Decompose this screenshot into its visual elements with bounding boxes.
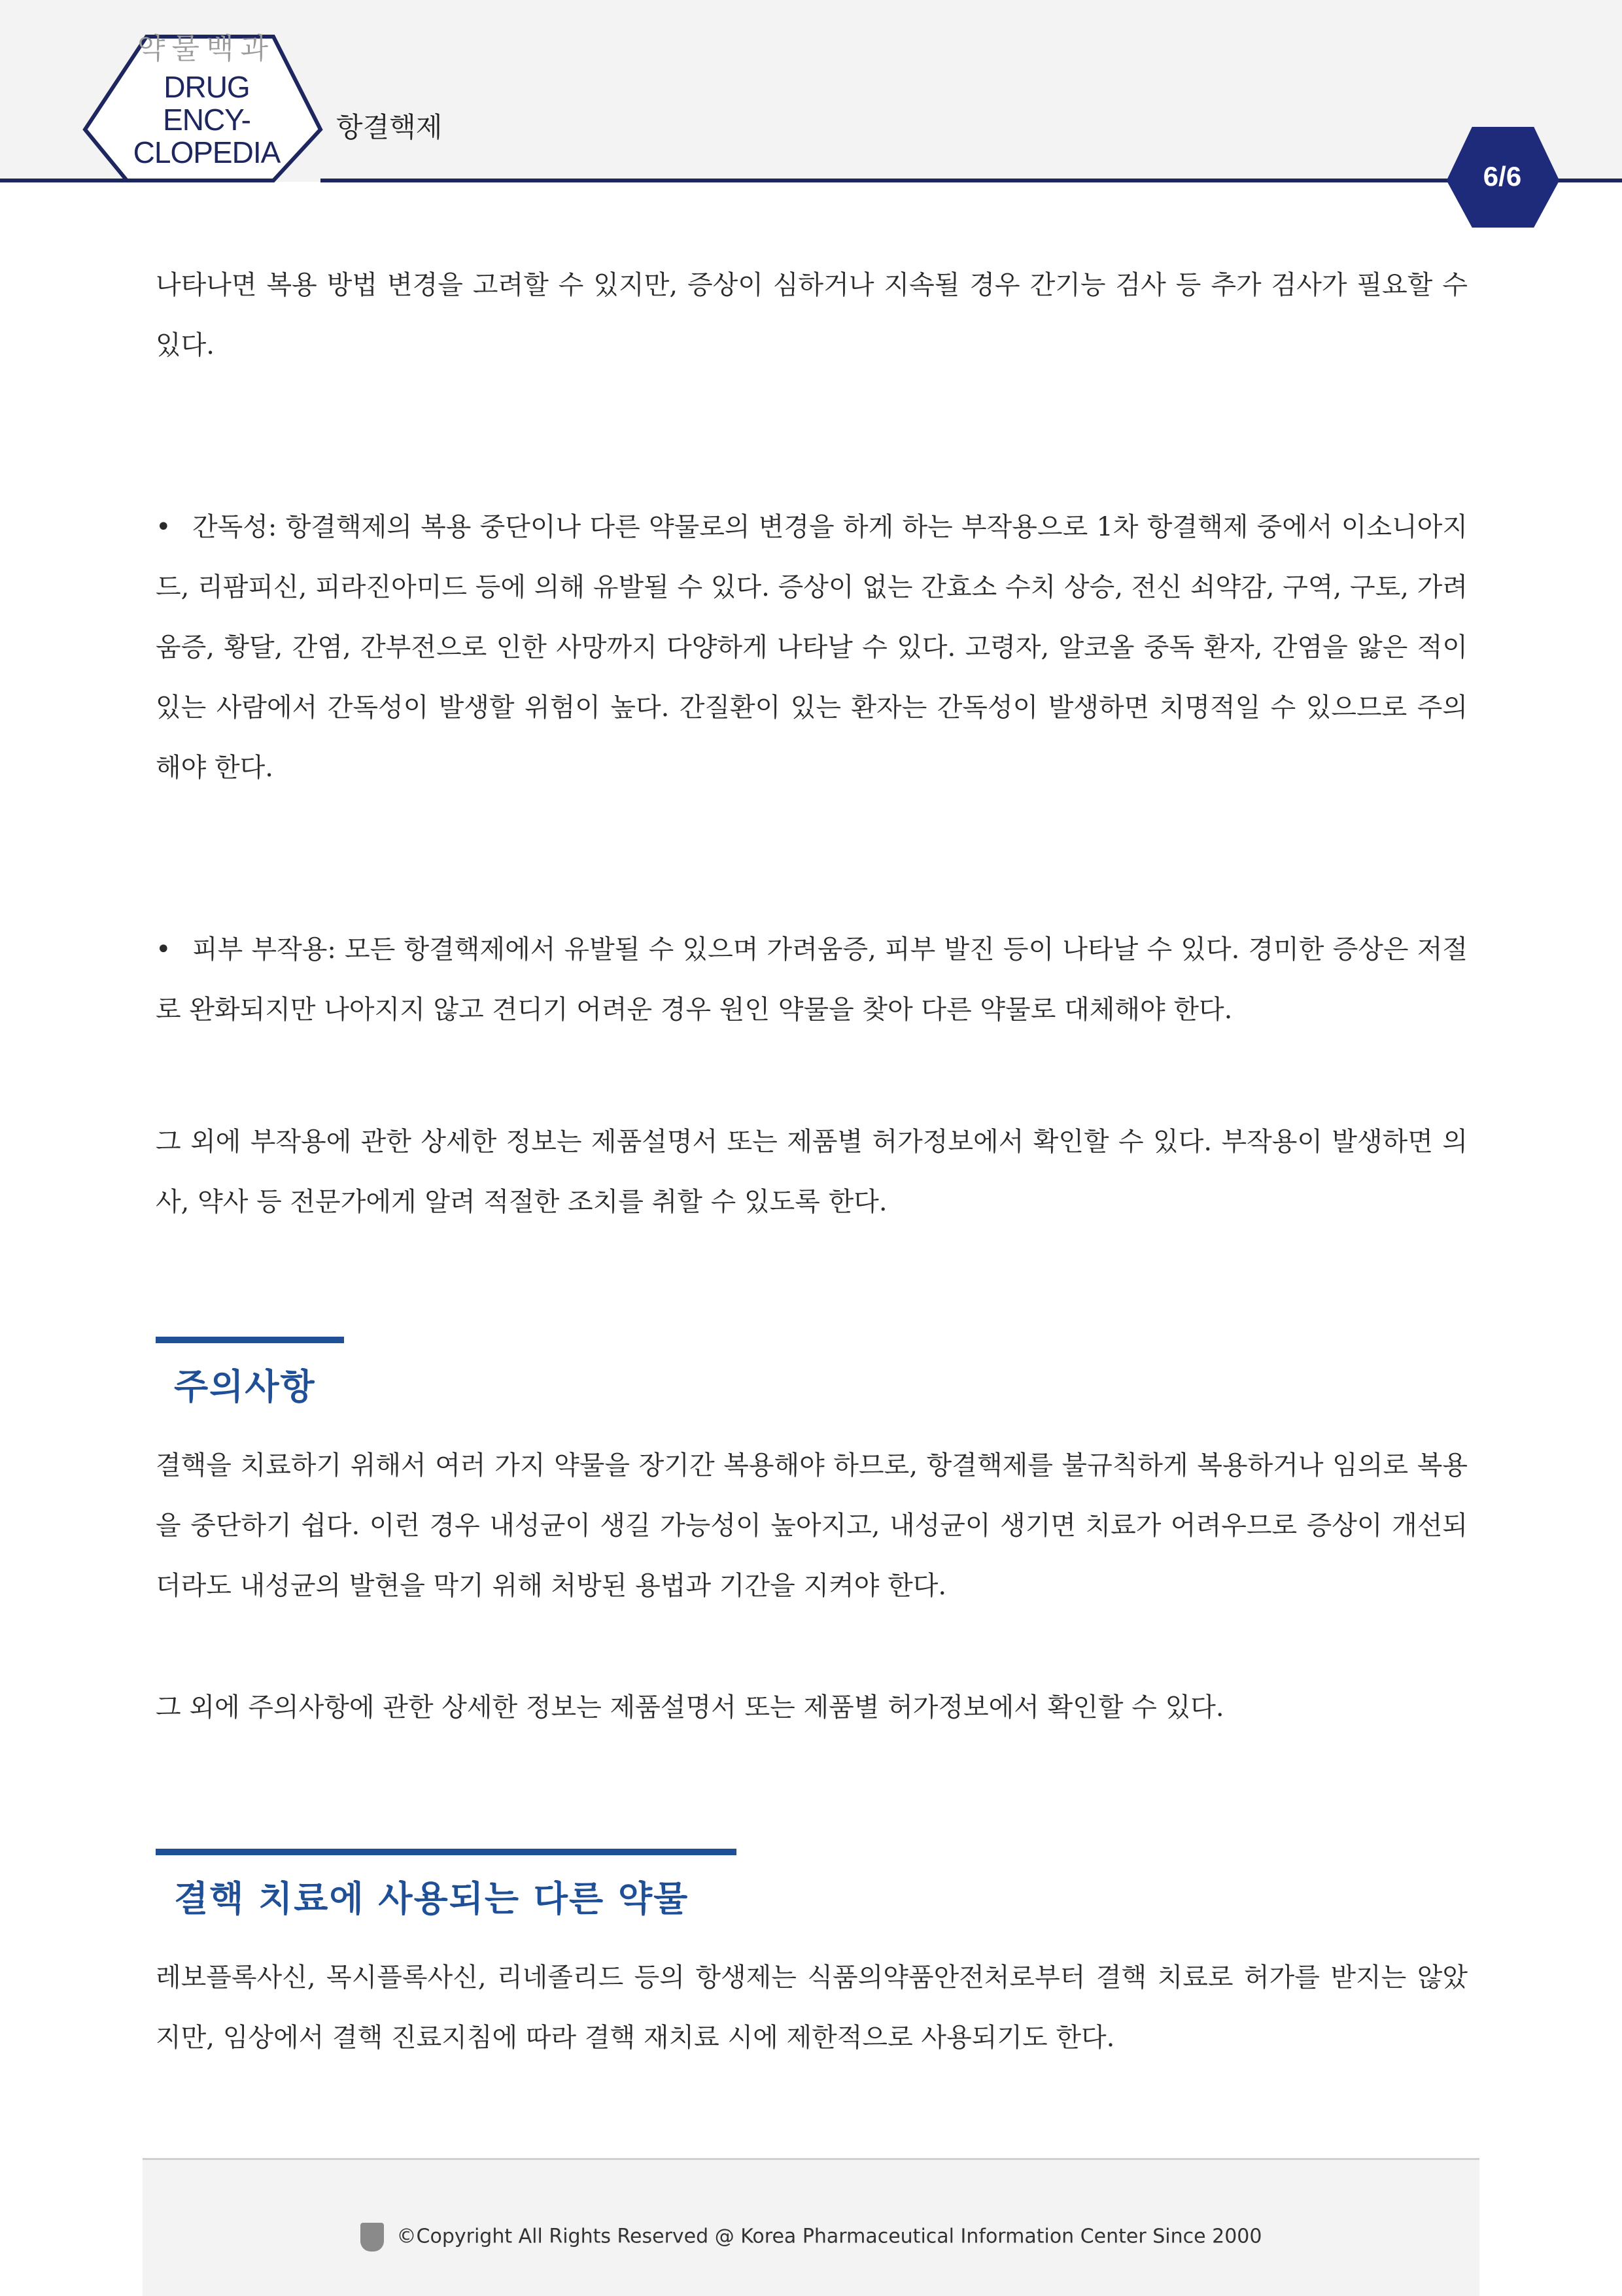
paragraph: 레보플록사신, 목시플록사신, 리네졸리드 등의 항생제는 식품의약품안전처로부터 결핵 치료로 허가를 받지는 않았지만, 임상에서 결핵 진료지침에 따라 결핵 재치료 시에 제한적으로 사용되기도 한다.: [156, 1962, 1468, 2053]
header-title: 항결핵제: [336, 111, 443, 143]
logo-english: [128, 71, 285, 169]
paragraph: 그 외에 부작용에 관한 상세한 정보는 제품설명서 또는 제품별 허가정보에서 확인할 수 있다. 부작용이 발생하면 의사, 약사 등 전문가에게 알려 적절한 조치를 취할 수 있도록 한다.: [156, 1127, 1468, 1217]
shield-logo-icon: [360, 2223, 384, 2252]
bullet-icon: •: [156, 934, 171, 965]
logo-korean: 약물백과: [137, 32, 275, 65]
section-bar: [156, 1849, 736, 1855]
copyright-text: ©Copyright All Rights Reserved @ Korea Pharmaceutical Information Center Since 2000: [396, 2225, 1262, 2248]
bullet-item: [156, 919, 1468, 1040]
logo-english-line1: DRUG ENCY-: [163, 70, 250, 137]
section-header: [156, 1849, 1468, 1921]
paragraph: 결핵을 치료하기 위해서 여러 가지 약물을 장기간 복용해야 하므로, 항결핵제를 불규칙하게 복용하거나 임의로 복용을 중단하기 쉽다. 이런 경우 내성균이 생길 가능성이 높아지고, 내성균이 생기면 치료가 어려우므로 증상이 개선되더라도 내성균의 발현을 막기 위해 처방된 용법과 기간을 지켜야 한다.: [156, 1450, 1468, 1601]
bullet-text: 간독성: 항결핵제의 복용 중단이나 다른 약물로의 변경을 하게 하는 부작용으로 1차 항결핵제 중에서 이소니아지드, 리팜피신, 피라진아미드 등에 의해 유발될 수 있다. 증상이 없는 간효소 수치 상승, 전신 쇠약감, 구역, 구토, 가려움증, 황달, 간염, 간부전으로 인한 사망까지 다양하게 나타날 수 있다. 고령자, 알코올 중독 환자, 간염을 앓은 적이 있는 사람에서 간독성이 발생할 위험이 높다. 간질환이 있는 환자는 간독성이 발생하면 치명적일 수 있으므로 주의해야 한다.: [156, 512, 1468, 783]
page-number: 6/6: [1483, 161, 1522, 192]
section-title: 주의사항: [174, 1366, 316, 1407]
footer: [143, 2158, 1479, 2296]
section-header: [156, 1337, 1468, 1409]
footer-copyright: [143, 2223, 1479, 2252]
main-content: [156, 255, 1468, 2068]
bullet-item: [156, 497, 1468, 798]
section-title: 결핵 치료에 사용되는 다른 약물: [174, 1878, 689, 1919]
paragraph: 나타나면 복용 방법 변경을 고려할 수 있지만, 증상이 심하거나 지속될 경우 간기능 검사 등 추가 검사가 필요할 수 있다.: [156, 270, 1468, 360]
logo-english-line2: CLOPEDIA: [133, 135, 281, 169]
section-bar: [156, 1337, 344, 1343]
paragraph: 그 외에 주의사항에 관한 상세한 정보는 제품설명서 또는 제품별 허가정보에서 확인할 수 있다.: [156, 1692, 1224, 1722]
bullet-text: 피부 부작용: 모든 항결핵제에서 유발될 수 있으며 가려움증, 피부 발진 등이 나타날 수 있다. 경미한 증상은 저절로 완화되지만 나아지지 않고 견디기 어려운 경우 원인 약물을 찾아 다른 약물로 대체해야 한다.: [156, 934, 1468, 1025]
bullet-icon: •: [156, 512, 171, 542]
